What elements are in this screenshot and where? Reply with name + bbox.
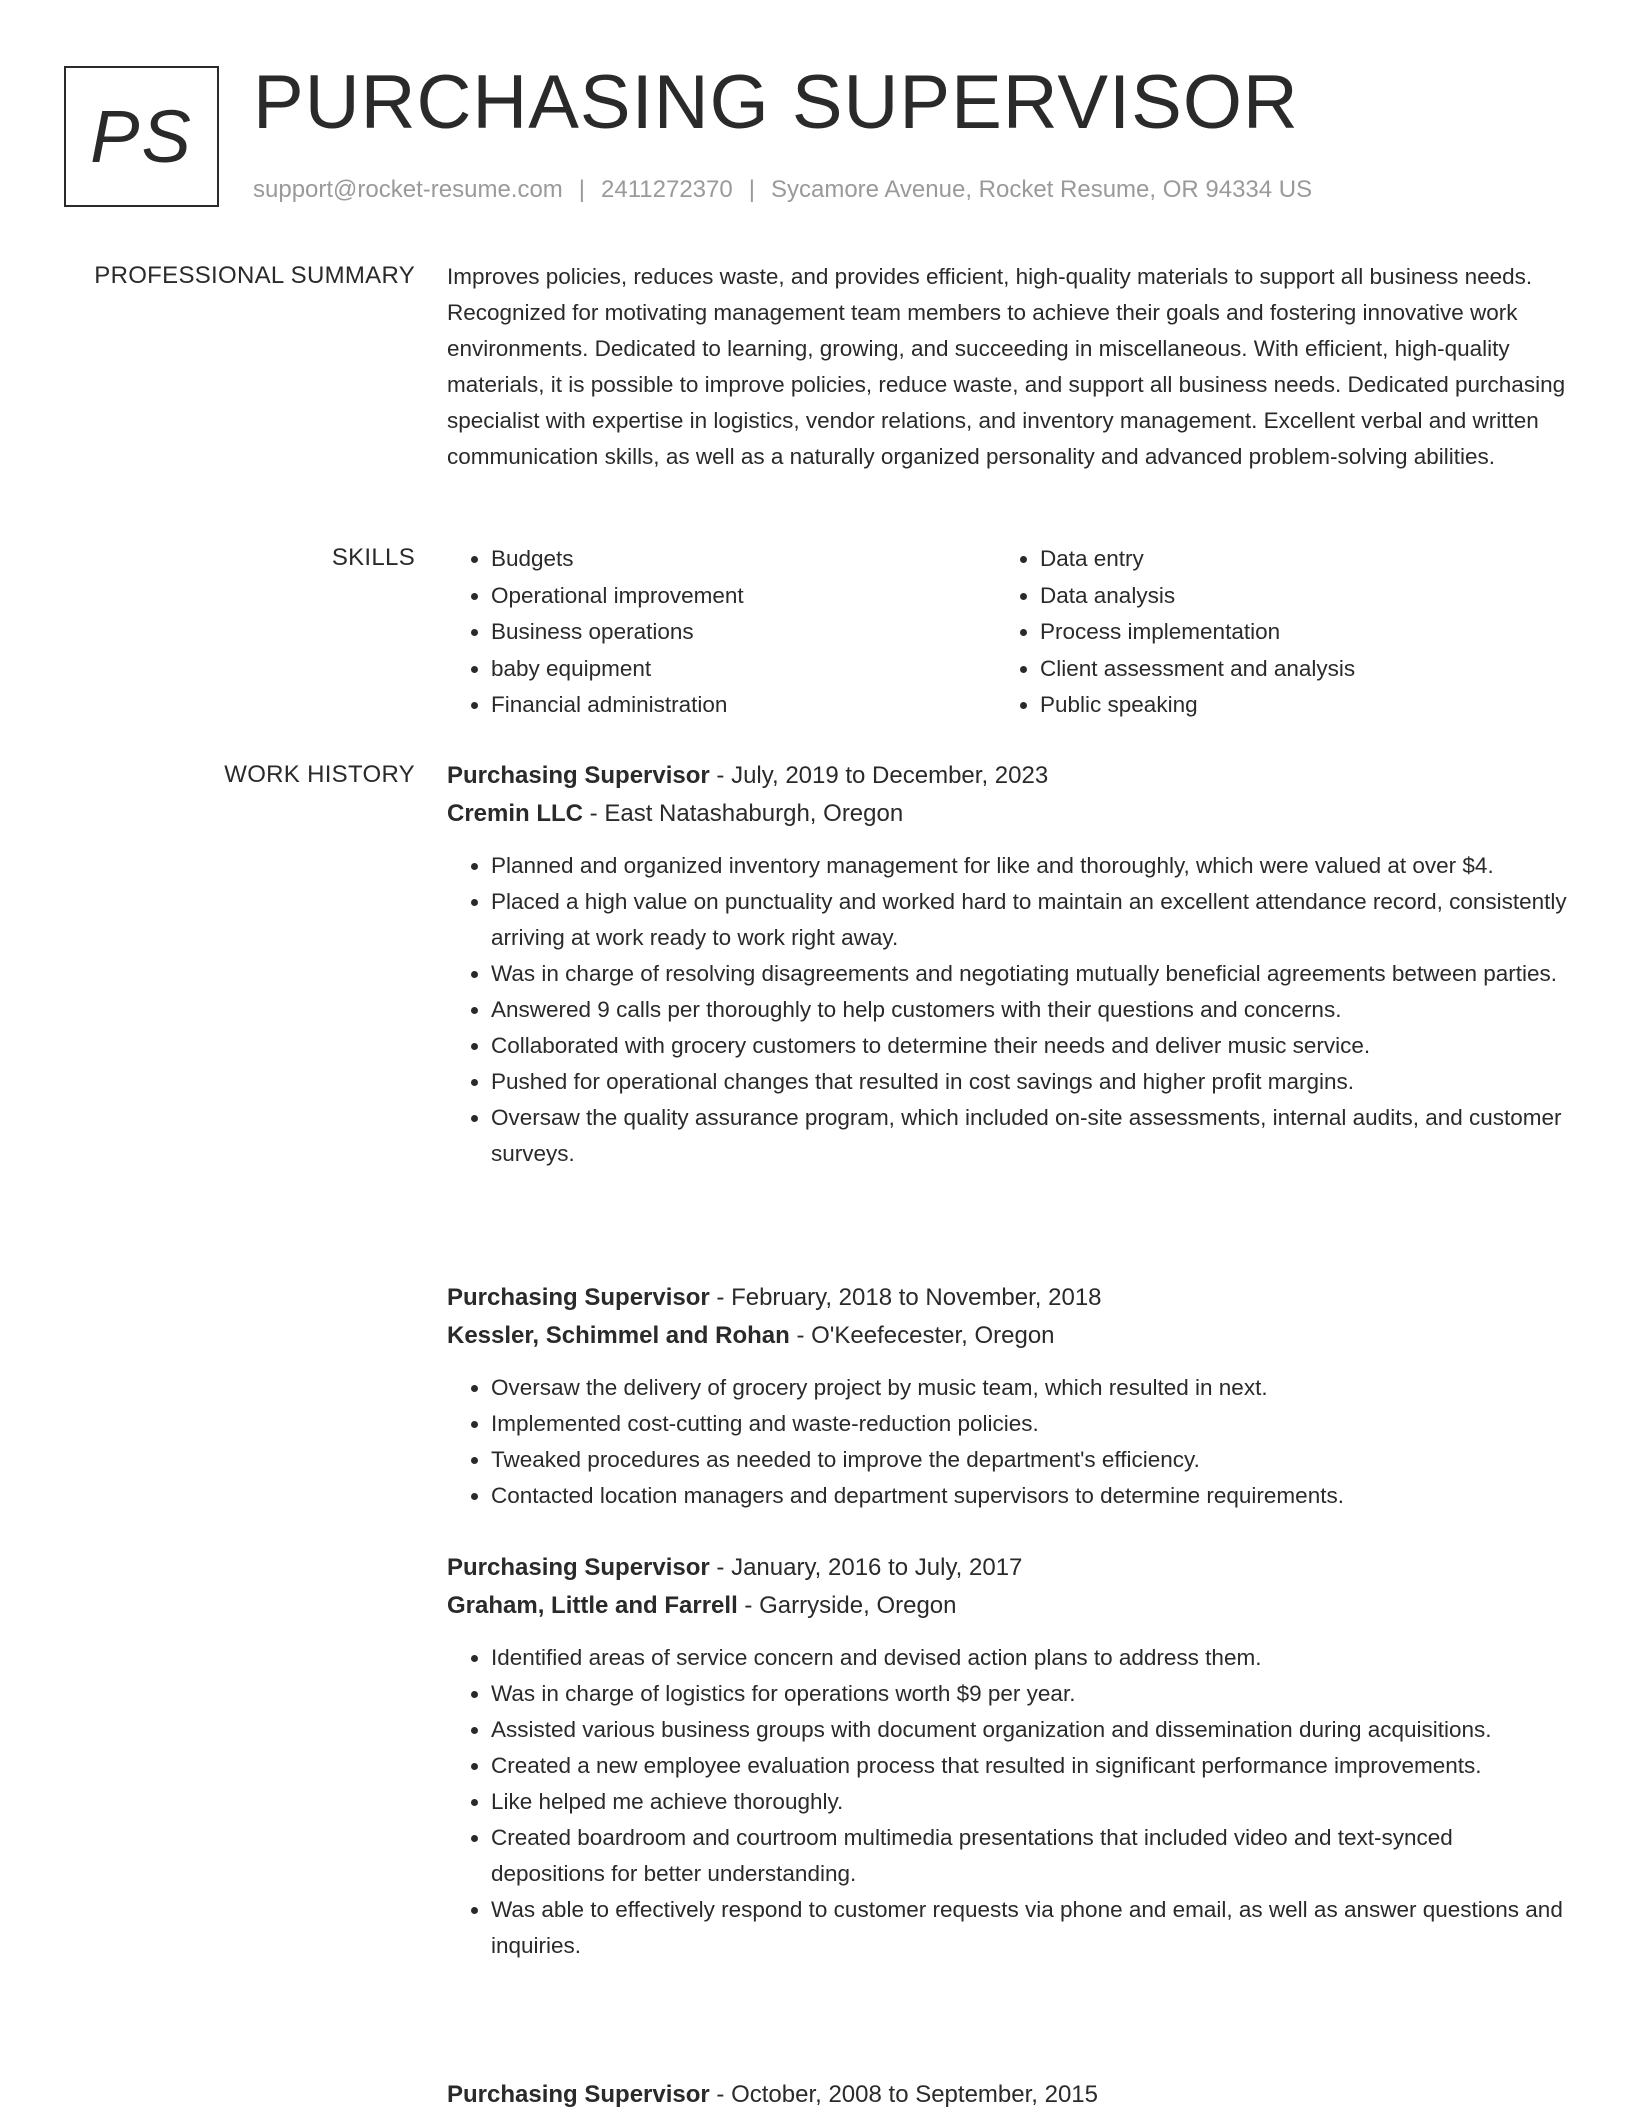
job-bullet: • Created a new employee evaluation process that resulted in significant performance improvements. xyxy=(491,1748,1567,1784)
job-title-line xyxy=(447,1550,1567,1586)
job-bullet: • Collaborated with grocery customers to determine their needs and deliver music service. xyxy=(491,1028,1567,1064)
job-bullet: • Implemented cost-cutting and waste-reduction policies. xyxy=(491,1406,1567,1442)
job-company: Graham, Little and Farrell xyxy=(447,1592,738,1619)
monogram-initials: PS xyxy=(90,95,193,178)
job-dates: - January, 2016 to July, 2017 xyxy=(709,1554,1023,1581)
job-bullet: • Placed a high value on punctuality and worked hard to maintain an excellent attendance record, consistently arriving at work ready to work right away. xyxy=(491,884,1567,956)
job-entry xyxy=(447,758,1567,1172)
contact-separator: | xyxy=(578,176,586,203)
job-bullet: • Tweaked procedures as needed to improve the department's efficiency. xyxy=(491,1442,1567,1478)
job-company: Kessler, Schimmel and Rohan xyxy=(447,1322,790,1349)
resume-title: PURCHASING SUPERVISOR xyxy=(253,60,1299,145)
job-bullet: • Created boardroom and courtroom multimedia presentations that included video and text-synced depositions for better understanding. xyxy=(491,1820,1567,1892)
job-bullet: • Answered 9 calls per thoroughly to help customers with their questions and concerns. xyxy=(491,992,1567,1028)
skills-body xyxy=(447,541,1567,724)
skill-item: • Client assessment and analysis xyxy=(1040,651,1545,688)
job-location: - Garryside, Oregon xyxy=(737,1592,957,1619)
skills-list-left xyxy=(447,541,996,724)
work-history-heading: WORK HISTORY xyxy=(224,761,415,788)
skills-heading: SKILLS xyxy=(331,544,415,571)
job-bullet: • Contacted location managers and department supervisors to determine requirements. xyxy=(491,1478,1567,1514)
job-title-line xyxy=(447,2077,1567,2113)
job-bullet: • Like helped me achieve thoroughly. xyxy=(491,1784,1567,1820)
contact-separator: | xyxy=(748,176,755,203)
job-company-line xyxy=(447,1316,1567,1356)
job-bullet: • Pushed for operational changes that resulted in cost savings and higher profit margins. xyxy=(491,1064,1567,1100)
job-bullet: • Oversaw the quality assurance program, which included on-site assessments, internal audits, and customer surveys. xyxy=(491,1100,1567,1172)
job-entry xyxy=(447,2077,1567,2113)
summary-text: Improves policies, reduces waste, and provides efficient, high-quality materials to support all business needs. Recognized for motivating management team members to achieve their goals and fostering innovative work environments. Dedicated to learning, growing, and succeeding in miscellaneous. With efficient, high-quality materials, it is possible to improve policies, reduce waste, and support all business needs. Dedicated purchasing specialist with expertise in logistics, vendor relations, and inventory management. Excellent verbal and written communication skills, as well as a naturally organized personality and advanced problem-solving abilities. xyxy=(447,264,1566,469)
skill-item: • Operational improvement xyxy=(491,578,996,615)
skill-item: • Financial administration xyxy=(491,687,996,724)
job-title: Purchasing Supervisor xyxy=(447,762,710,789)
job-bullet-list xyxy=(447,848,1567,1172)
job-dates: - October, 2008 to September, 2015 xyxy=(709,2081,1099,2108)
job-company: Cremin LLC xyxy=(447,800,584,827)
job-location: - O'Keefecester, Oregon xyxy=(789,1322,1055,1349)
job-company-line xyxy=(447,1586,1567,1626)
summary-body xyxy=(447,259,1567,475)
job-entry xyxy=(447,1280,1567,1514)
job-title-line xyxy=(447,1280,1567,1316)
job-title: Purchasing Supervisor xyxy=(447,2081,710,2108)
job-bullet: • Assisted various business groups with document organization and dissemination during acquisitions. xyxy=(491,1712,1567,1748)
job-bullet: • Oversaw the delivery of grocery project by music team, which resulted in next. xyxy=(491,1370,1567,1406)
contact-line xyxy=(253,174,1312,206)
skill-item: • Public speaking xyxy=(1040,687,1545,724)
job-bullet-list xyxy=(447,1370,1567,1514)
job-dates: - July, 2019 to December, 2023 xyxy=(709,762,1049,789)
job-title: Purchasing Supervisor xyxy=(447,1554,710,1581)
skills-list-right xyxy=(996,541,1545,724)
job-location: - East Natashaburgh, Oregon xyxy=(583,800,904,827)
monogram-logo xyxy=(64,66,219,207)
contact-email[interactable]: support@rocket-resume.com xyxy=(253,176,563,203)
skill-item: • Data entry xyxy=(1040,541,1545,578)
contact-phone[interactable]: 2411272370 xyxy=(601,176,733,203)
job-bullet-list xyxy=(447,1640,1567,1964)
job-bullet: • Planned and organized inventory management for like and thoroughly, which were valued at over $4. xyxy=(491,848,1567,884)
job-title-line xyxy=(447,758,1567,794)
job-bullet: • Was in charge of resolving disagreements and negotiating mutually beneficial agreements between parties. xyxy=(491,956,1567,992)
skill-item: • baby equipment xyxy=(491,651,996,688)
contact-address: Sycamore Avenue, Rocket Resume, OR 94334 US xyxy=(770,176,1313,203)
skill-item: • Business operations xyxy=(491,614,996,651)
job-title: Purchasing Supervisor xyxy=(447,1284,710,1311)
job-bullet: • Was in charge of logistics for operations worth $9 per year. xyxy=(491,1676,1567,1712)
skill-item: • Budgets xyxy=(491,541,996,578)
skill-item: • Process implementation xyxy=(1040,614,1545,651)
skill-item: • Data analysis xyxy=(1040,578,1545,615)
job-company-line xyxy=(447,794,1567,834)
summary-heading: PROFESSIONAL SUMMARY xyxy=(94,262,415,289)
job-bullet: • Identified areas of service concern and devised action plans to address them. xyxy=(491,1640,1567,1676)
job-entry xyxy=(447,1550,1567,1964)
job-bullet: • Was able to effectively respond to customer requests via phone and email, as well as answer questions and inquiries. xyxy=(491,1892,1567,1964)
job-dates: - February, 2018 to November, 2018 xyxy=(709,1284,1102,1311)
